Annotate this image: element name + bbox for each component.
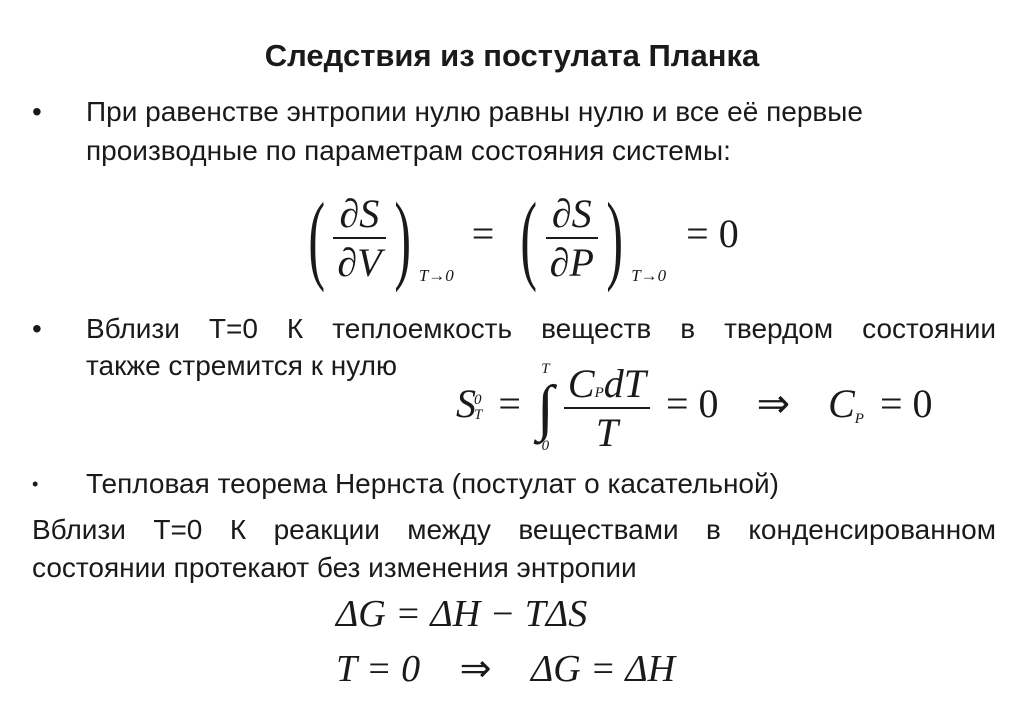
implies-arrow-1: ⇒ bbox=[756, 381, 791, 427]
equals-sign: = bbox=[471, 210, 495, 256]
integral-result: = 0 bbox=[666, 381, 719, 427]
dS-dV-fraction: $\frac{\partial S}{\partial V}$ bbox=[333, 190, 385, 286]
bullet-marker-2: • bbox=[32, 313, 42, 344]
cp-result: = 0 bbox=[879, 381, 933, 427]
S-symbol: S bbox=[456, 381, 476, 427]
zero-temperature-condition: T = 0 ⇒ ΔG = ΔH bbox=[336, 648, 676, 690]
entropy-derivatives-formula bbox=[300, 180, 739, 295]
implies-arrow-2: ⇒ bbox=[459, 648, 492, 690]
integral-limits: T ∫ 0 bbox=[536, 361, 554, 454]
S-indices: 0 T bbox=[474, 392, 483, 423]
nernst-theorem-heading: Тепловая теорема Нернста (постулат о касательной) bbox=[86, 468, 779, 499]
right-paren-2: ) bbox=[606, 182, 623, 293]
nernst-line1: Вблизи Т=0 К реакции между веществами в конденсированном bbox=[32, 514, 996, 545]
cp-dT-over-T-fraction: $\frac{\text{CPdT}}{T}$ bbox=[564, 360, 650, 456]
bullet1-line1: При равенстве энтропии нулю равны нулю и все её первые bbox=[86, 96, 863, 127]
limit-subscript-1: T→0 bbox=[418, 265, 454, 285]
bullet2-line2: также стремится к нулю bbox=[86, 350, 397, 381]
equals-zero: = 0 bbox=[686, 210, 739, 256]
limit-subscript-2: T→0 bbox=[631, 265, 667, 285]
cp-subscript: P bbox=[854, 411, 864, 428]
bullet-marker-3: • bbox=[32, 474, 39, 494]
entropy-integral-formula: S 0 T = T ∫ 0 $\frac{\text{CPdT}}{T}$ = 0 ⇒ CP = 0 bbox=[456, 361, 933, 455]
cp-symbol: C bbox=[828, 381, 855, 427]
page-title: Следствия из постулата Планка bbox=[264, 38, 760, 73]
left-paren-1: ( bbox=[308, 182, 325, 293]
dS-dP-fraction: $\frac{\partial S}{\partial P}$ bbox=[546, 190, 598, 286]
integral-sign: ∫ bbox=[536, 374, 554, 442]
bullet-marker-1: • bbox=[32, 96, 42, 127]
nernst-line2: состоянии протекают без изменения энтропии bbox=[32, 552, 637, 583]
right-paren-1: ) bbox=[393, 182, 411, 293]
bullet1-line2: производные по параметрам состояния системы: bbox=[86, 135, 731, 166]
bullet2-line1: Вблизи Т=0 К теплоемкость веществ в твердом состоянии bbox=[86, 313, 996, 344]
left-paren-2: ( bbox=[520, 182, 538, 293]
gibbs-formula: ΔG = ΔH − TΔS bbox=[336, 593, 588, 635]
